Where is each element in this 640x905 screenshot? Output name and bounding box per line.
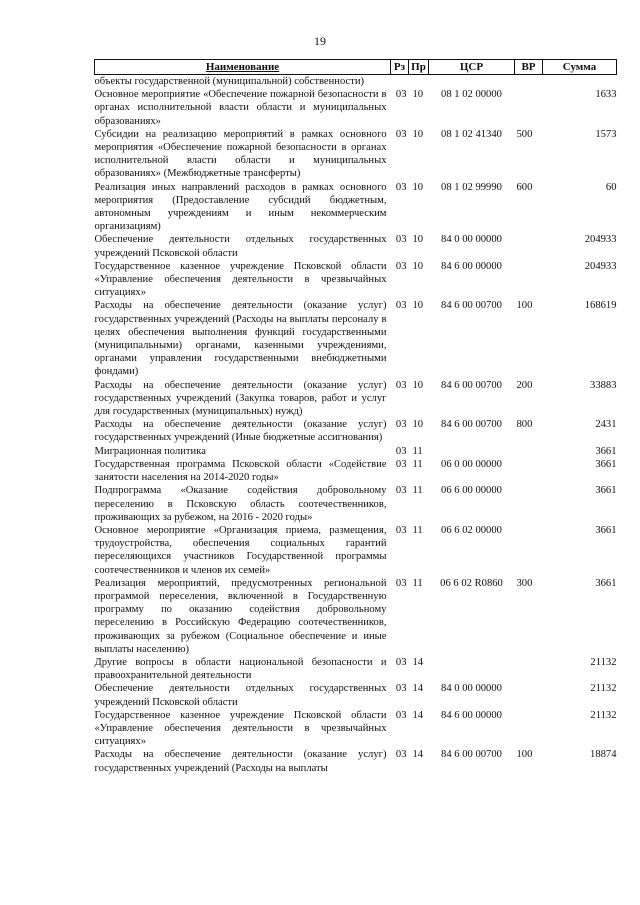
row-csr: 06 6 00 00000 [441, 485, 502, 497]
row-vr [515, 75, 543, 89]
row-pr: 10 [412, 379, 424, 391]
row-csr [429, 75, 515, 89]
table-row [95, 458, 617, 484]
row-name: Обеспечение деятельности отдельных государственных учреждений Псковской области [94, 683, 387, 708]
row-sum [543, 75, 617, 89]
row-vr: 300 [516, 577, 533, 589]
row-name: Государственное казенное учреждение Псковской области «Управление обеспечения деятельности в чрезвычайных ситуациях» [94, 260, 387, 299]
row-sum: 3661 [595, 577, 617, 589]
header-sum: Сумма [543, 60, 617, 75]
header-pr: Пр [409, 60, 429, 75]
row-pr: 14 [412, 749, 424, 761]
row-name: Реализация мероприятий, предусмотренных региональной программой переселения, включенной в Государственную программу по оказанию содействия добровольному переселению в Российскую Федерацию соотечественников, проживающих за рубежом (Социальное обеспечение и иные выплаты населению) [94, 577, 387, 655]
row-name: Миграционная политика [94, 445, 206, 457]
row-vr: 100 [516, 749, 533, 761]
row-sum: 33883 [590, 379, 617, 391]
row-rz: 03 [395, 260, 407, 272]
row-pr: 10 [412, 234, 424, 246]
row-pr: 11 [412, 445, 423, 457]
row-sum: 1573 [595, 128, 617, 140]
row-sum: 21132 [590, 656, 617, 668]
row-vr [515, 88, 543, 128]
row-rz: 03 [395, 458, 407, 470]
row-rz: 03 [395, 656, 407, 668]
row-sum: 21132 [590, 709, 617, 721]
row-name: Обеспечение деятельности отдельных государственных учреждений Псковской области [94, 234, 387, 259]
table-row [95, 128, 617, 181]
row-sum: 3661 [595, 485, 617, 497]
row-name: Расходы на обеспечение деятельности (оказание услуг) государственных учреждений (Закупка товаров, работ и услуг для государственных (муниципальных) нужд) [94, 379, 387, 418]
row-csr: 84 6 00 00000 [441, 260, 502, 272]
row-vr: 500 [516, 128, 533, 140]
row-name: Основное мероприятие «Организация приема, размещения, трудоустройства, обеспечения социальных гарантий переселяющихся участников Государственной программы соотечественников и членов их семей» [94, 524, 387, 576]
row-pr: 11 [412, 485, 423, 497]
table-row [95, 88, 617, 128]
row-vr: 200 [516, 379, 533, 391]
row-name: Государственное казенное учреждение Псковской области «Управление обеспечения деятельности в чрезвычайных ситуациях» [94, 709, 387, 748]
row-sum: 204933 [584, 260, 617, 272]
row-pr: 14 [412, 709, 424, 721]
row-csr: 06 6 02 00000 [441, 524, 502, 536]
row-rz: 03 [395, 524, 407, 536]
table-row [95, 418, 617, 444]
table-row [95, 379, 617, 419]
row-rz: 03 [395, 181, 407, 193]
row-rz: 03 [395, 89, 407, 101]
table-row [95, 524, 617, 577]
header-vr: ВР [515, 60, 543, 75]
row-vr [515, 458, 543, 484]
table-row [95, 484, 617, 524]
row-pr: 11 [412, 577, 423, 589]
row-vr [515, 260, 543, 300]
row-pr: 10 [412, 419, 424, 431]
header-name: Наименование [95, 60, 391, 75]
table-row [95, 709, 617, 749]
row-sum: 60 [605, 181, 617, 193]
row-csr: 06 6 02 R0860 [440, 577, 503, 589]
row-sum: 1633 [595, 89, 617, 101]
row-name: Основное мероприятие «Обеспечение пожарной безопасности в органах исполнительной власти области и муниципальных образованиях» [94, 89, 387, 127]
row-csr: 84 6 00 00700 [441, 300, 502, 312]
row-csr: 84 6 00 00700 [441, 419, 502, 431]
row-pr: 11 [412, 458, 423, 470]
row-vr [515, 656, 543, 682]
header-csr: ЦСР [429, 60, 515, 75]
table-header [95, 60, 617, 75]
row-csr: 84 0 00 00000 [441, 683, 502, 695]
row-rz: 03 [395, 485, 407, 497]
row-name: Расходы на обеспечение деятельности (оказание услуг) государственных учреждений (Иные бюджетные ассигнования) [94, 419, 387, 444]
table-row [95, 75, 617, 89]
row-sum: 21132 [590, 683, 617, 695]
row-csr: 84 6 00 00700 [441, 379, 502, 391]
row-rz: 03 [395, 379, 407, 391]
row-sum: 18874 [590, 749, 617, 761]
row-rz: 03 [395, 445, 407, 457]
row-vr [515, 484, 543, 524]
row-pr: 10 [412, 181, 424, 193]
row-sum: 2431 [595, 419, 617, 431]
table-row [95, 577, 617, 656]
row-name: Расходы на обеспечение деятельности (оказание услуг) государственных учреждений (Расходы на выплаты персоналу в целях обеспечения выполнения функций государственными (муниципальными) органами, казенными учреждениями, органами управления государственными внебюджетными фондами) [94, 300, 387, 378]
row-rz: 03 [395, 300, 407, 312]
row-vr [515, 709, 543, 749]
table-row [95, 656, 617, 682]
row-name: объекты государственной (муниципальной) собственности) [94, 76, 365, 87]
table-row [95, 748, 617, 774]
row-name: Подпрограмма «Оказание содействия добровольному переселению в Псковскую область соотечественников, проживающих за рубежом, на 2016 - 2020 годы» [94, 485, 387, 523]
row-csr: 08 1 02 41340 [441, 128, 502, 140]
table-row [95, 233, 617, 259]
row-rz: 03 [395, 683, 407, 695]
row-sum: 168619 [584, 300, 617, 312]
row-name: Расходы на обеспечение деятельности (оказание услуг) государственных учреждений (Расходы на выплаты [94, 749, 387, 774]
row-rz: 03 [395, 234, 407, 246]
table-row [95, 181, 617, 234]
row-csr: 06 0 00 00000 [441, 458, 502, 470]
row-csr: 08 1 02 99990 [441, 181, 502, 193]
row-csr: 84 6 00 00700 [441, 749, 502, 761]
row-name: Реализация иных направлений расходов в рамках основного мероприятия (Предоставление субсидий бюджетным, автономным учреждениям и иным некоммерческим организациям) [94, 181, 387, 233]
row-name: Субсидии на реализацию мероприятий в рамках основного мероприятия «Обеспечение пожарной безопасности в органах исполнительной власти области и муниципальных образованиях» (Межбюджетные трансферты) [94, 128, 387, 180]
row-vr: 600 [516, 181, 533, 193]
table-row [95, 445, 617, 458]
row-csr: 08 1 02 00000 [441, 89, 502, 101]
row-pr [409, 75, 429, 89]
row-vr [515, 524, 543, 577]
budget-table [94, 59, 617, 775]
row-csr: 84 6 00 00000 [441, 709, 502, 721]
table-row [95, 299, 617, 378]
row-vr: 100 [516, 300, 533, 312]
row-pr: 14 [412, 683, 424, 695]
table-row [95, 682, 617, 708]
row-csr [429, 656, 515, 682]
row-pr: 11 [412, 524, 423, 536]
row-vr [515, 233, 543, 259]
row-rz: 03 [395, 709, 407, 721]
row-name: Государственная программа Псковской области «Содействие занятости населения на 2014-2020 годы» [94, 458, 387, 484]
row-pr: 10 [412, 128, 424, 140]
row-vr [515, 682, 543, 708]
table-row [95, 260, 617, 300]
page-number: 19 [314, 34, 326, 48]
row-sum: 3661 [595, 524, 617, 536]
row-vr [515, 445, 543, 458]
row-rz: 03 [395, 749, 407, 761]
row-pr: 10 [412, 300, 424, 312]
row-rz: 03 [395, 577, 407, 589]
row-sum: 3661 [595, 445, 617, 457]
row-rz [391, 75, 409, 89]
row-pr: 10 [412, 89, 424, 101]
row-sum: 204933 [584, 234, 617, 246]
row-csr [429, 445, 515, 458]
row-vr: 800 [516, 419, 533, 431]
row-pr: 10 [412, 260, 424, 272]
row-name: Другие вопросы в области национальной безопасности и правоохранительной деятельности [94, 656, 387, 682]
row-sum: 3661 [595, 458, 617, 470]
row-pr: 14 [412, 656, 424, 668]
row-csr: 84 0 00 00000 [441, 234, 502, 246]
row-rz: 03 [395, 419, 407, 431]
row-rz: 03 [395, 128, 407, 140]
header-rz: Рз [391, 60, 409, 75]
